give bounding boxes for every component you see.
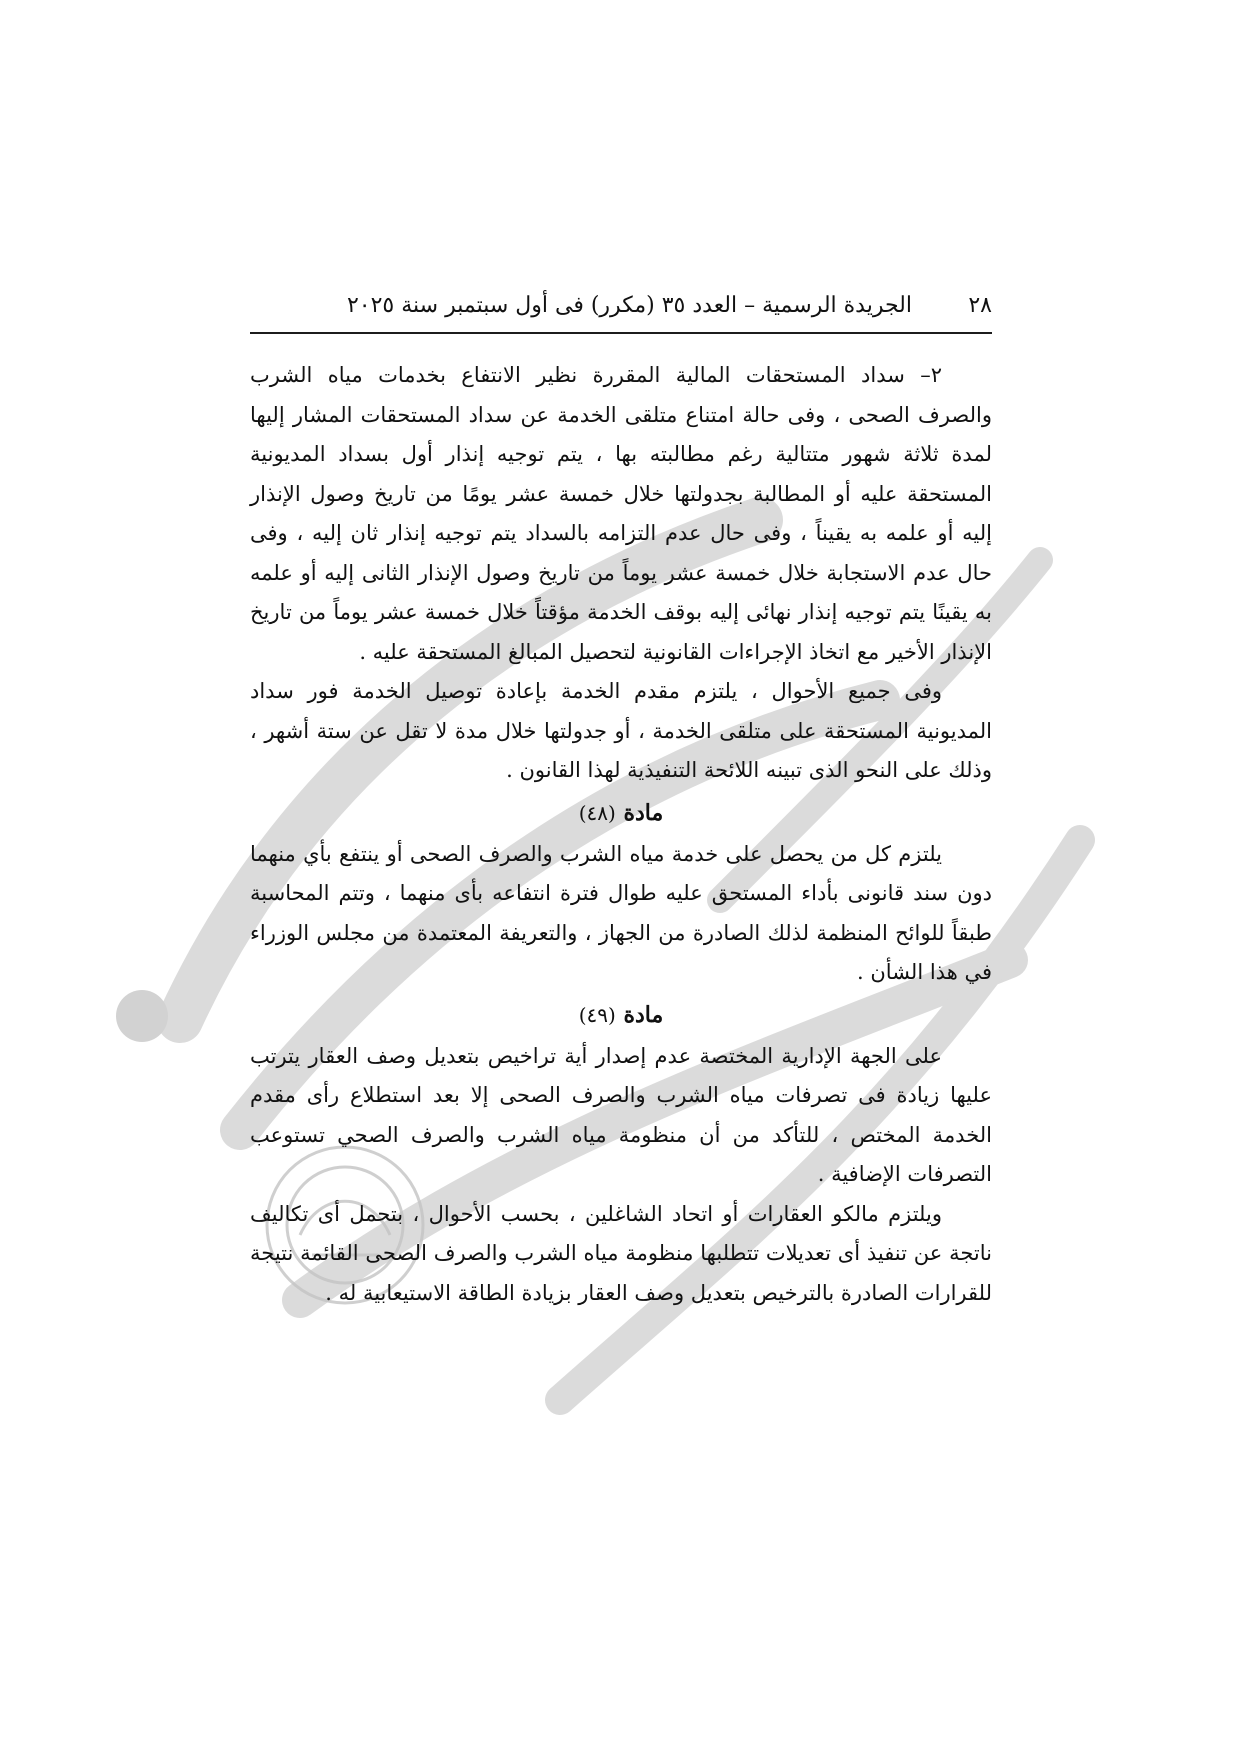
header-divider — [250, 332, 992, 334]
paragraph-reconnection: وفى جميع الأحوال ، يلتزم مقدم الخدمة بإعادة توصيل الخدمة فور سداد المديونية المستحقة على متلقى الخدمة ، أو جدولتها خلال مدة لا تقل عن ستة أشهر ، وذلك على النحو الذى تبينه اللائحة التنفيذية لهذا القانون . — [250, 679, 992, 782]
article-48-number: (٤٨) — [578, 800, 616, 825]
article-49-label: مادة — [623, 1001, 664, 1028]
page-number: ٢٨ — [968, 292, 992, 318]
article-48-paragraph: يلتزم كل من يحصل على خدمة مياه الشرب والصرف الصحى أو ينتفع بأي منهما دون سند قانونى بأداء المستحق عليه طوال فترة انتفاعه بأى منهما ، وتتم المحاسبة طبقاً للوائح المنظمة لذلك الصادرة من الجهاز ، والتعريفة المعتمدة من مجلس الوزراء في هذا الشأن . — [250, 841, 992, 984]
article-49-paragraph-2: ويلتزم مالكو العقارات أو اتحاد الشاغلين ، بحسب الأحوال ، بتحمل أى تكاليف ناتجة عن تنفيذ أى تعديلات تتطلبها منظومة مياه الشرب والصرف الصحى القائمة نتيجة للقرارات الصادرة بالترخيص بتعديل وصف العقار بزيادة الطاقة الاستيعابية له . — [250, 1201, 992, 1305]
document-body — [250, 356, 992, 1313]
article-48-heading — [250, 791, 992, 835]
paragraph-clause-2: ٢– سداد المستحقات المالية المقررة نظير الانتفاع بخدمات مياه الشرب والصرف الصحى ، وفى حالة امتناع متلقى الخدمة عن سداد المستحقات المشار إليها لمدة ثلاثة شهور متتالية رغم مطالبته بها ، يتم توجيه إنذار أول بسداد المديونية المستحقة عليه أو المطالبة بجدولتها خلال خمسة عشر يومًا من تاريخ وصول الإنذار إليه أو علمه به يقيناً ، وفى حال عدم التزامه بالسداد يتم توجيه إنذار ثان إليه ، وفى حال عدم الاستجابة خلال خمسة عشر يوماً من تاريخ وصول الإنذار الثانى إليه أو علمه به يقينًا يتم توجيه إنذار نهائى إليه بوقف الخدمة مؤقتاً خلال خمسة عشر يوماً من تاريخ الإنذار الأخير مع اتخاذ الإجراءات القانونية لتحصيل المبالغ المستحقة عليه . — [250, 363, 992, 664]
watermark-dot — [116, 990, 168, 1042]
page-header — [250, 282, 992, 328]
article-49-number: (٤٩) — [578, 1002, 616, 1027]
gazette-header-title: الجريدة الرسمية – العدد ٣٥ (مكرر) فى أول سبتمبر سنة ٢٠٢٥ — [346, 292, 912, 318]
article-49-paragraph-1: على الجهة الإدارية المختصة عدم إصدار أية تراخيص بتعديل وصف العقار يترتب عليها زيادة فى تصرفات مياه الشرب والصرف الصحى إلا بعد استطلاع رأى مقدم الخدمة المختص ، للتأكد من أن منظومة مياه الشرب والصرف الصحي تستوعب التصرفات الإضافية . — [250, 1043, 992, 1186]
article-48-label: مادة — [623, 799, 664, 826]
article-49-heading — [250, 993, 992, 1037]
